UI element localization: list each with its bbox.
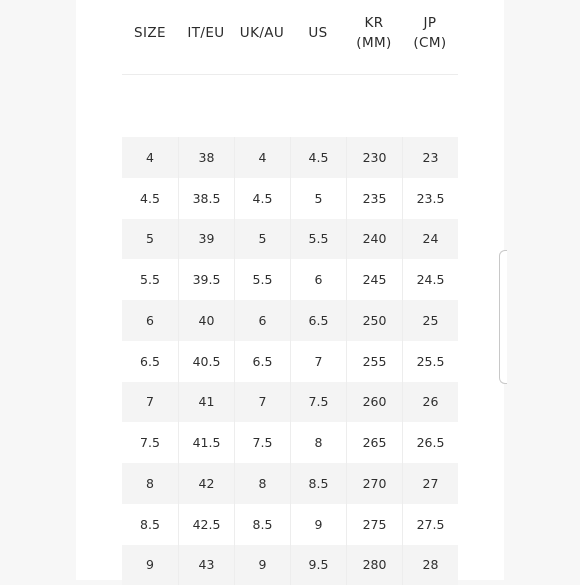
cell-jp-cm: 24 [402, 219, 458, 260]
header-size: SIZE [122, 0, 178, 74]
cell-jp-cm: 27.5 [402, 504, 458, 545]
header-it-eu: IT/EU [178, 0, 234, 74]
cell-kr-mm: 270 [346, 463, 402, 504]
cell-kr-mm: 255 [346, 341, 402, 382]
cell-us: 6 [290, 259, 346, 300]
cell-jp-cm: 28 [402, 545, 458, 585]
cell-size: 8 [122, 463, 178, 504]
table-row [122, 463, 458, 504]
cell-jp-cm: 23 [402, 137, 458, 178]
table-row [122, 422, 458, 463]
cell-uk-au: 4 [234, 137, 290, 178]
cell-size: 7 [122, 382, 178, 423]
cell-kr-mm: 235 [346, 178, 402, 219]
header-kr-mm: KR (MM) [346, 0, 402, 74]
cell-jp-cm: 27 [402, 463, 458, 504]
cell-it-eu: 39 [178, 219, 234, 260]
cell-it-eu: 43 [178, 545, 234, 585]
cell-size: 4.5 [122, 178, 178, 219]
table-row [122, 137, 458, 178]
cell-us: 7.5 [290, 382, 346, 423]
table-row [122, 545, 458, 585]
table-row [122, 178, 458, 219]
cell-size: 8.5 [122, 504, 178, 545]
cell-us: 8 [290, 422, 346, 463]
cell-jp-cm: 24.5 [402, 259, 458, 300]
cell-jp-cm: 25.5 [402, 341, 458, 382]
cell-it-eu: 42.5 [178, 504, 234, 545]
cell-it-eu: 40.5 [178, 341, 234, 382]
cell-us: 4.5 [290, 137, 346, 178]
table-row [122, 341, 458, 382]
header-uk-au: UK/AU [234, 0, 290, 74]
cell-it-eu: 39.5 [178, 259, 234, 300]
cell-jp-cm: 25 [402, 300, 458, 341]
cell-us: 6.5 [290, 300, 346, 341]
cell-uk-au: 8.5 [234, 504, 290, 545]
cell-us: 5 [290, 178, 346, 219]
cell-us: 7 [290, 341, 346, 382]
cell-size: 9 [122, 545, 178, 585]
cell-it-eu: 41 [178, 382, 234, 423]
header-us: US [290, 0, 346, 74]
cell-uk-au: 6.5 [234, 341, 290, 382]
size-table-body [122, 137, 458, 585]
cell-uk-au: 8 [234, 463, 290, 504]
table-row [122, 504, 458, 545]
cell-jp-cm: 26.5 [402, 422, 458, 463]
cell-uk-au: 5 [234, 219, 290, 260]
cell-size: 5.5 [122, 259, 178, 300]
cell-uk-au: 7.5 [234, 422, 290, 463]
cell-kr-mm: 250 [346, 300, 402, 341]
cell-jp-cm: 23.5 [402, 178, 458, 219]
table-row [122, 300, 458, 341]
cell-size: 4 [122, 137, 178, 178]
size-table-header [122, 0, 458, 75]
cell-kr-mm: 275 [346, 504, 402, 545]
table-row [122, 259, 458, 300]
cell-kr-mm: 230 [346, 137, 402, 178]
cell-it-eu: 38.5 [178, 178, 234, 219]
cell-it-eu: 38 [178, 137, 234, 178]
cell-size: 7.5 [122, 422, 178, 463]
cell-size: 5 [122, 219, 178, 260]
cell-size: 6 [122, 300, 178, 341]
cell-us: 5.5 [290, 219, 346, 260]
cell-us: 9 [290, 504, 346, 545]
cell-it-eu: 42 [178, 463, 234, 504]
cell-kr-mm: 265 [346, 422, 402, 463]
cell-it-eu: 41.5 [178, 422, 234, 463]
table-row [122, 219, 458, 260]
cell-kr-mm: 280 [346, 545, 402, 585]
cell-uk-au: 6 [234, 300, 290, 341]
cell-it-eu: 40 [178, 300, 234, 341]
header-jp-cm: JP (CM) [402, 0, 458, 74]
cell-uk-au: 5.5 [234, 259, 290, 300]
cell-uk-au: 7 [234, 382, 290, 423]
cell-us: 8.5 [290, 463, 346, 504]
cell-size: 6.5 [122, 341, 178, 382]
cell-kr-mm: 240 [346, 219, 402, 260]
cell-kr-mm: 260 [346, 382, 402, 423]
side-drawer-handle[interactable] [499, 250, 507, 384]
cell-uk-au: 9 [234, 545, 290, 585]
cell-uk-au: 4.5 [234, 178, 290, 219]
table-row [122, 382, 458, 423]
cell-us: 9.5 [290, 545, 346, 585]
cell-jp-cm: 26 [402, 382, 458, 423]
cell-kr-mm: 245 [346, 259, 402, 300]
